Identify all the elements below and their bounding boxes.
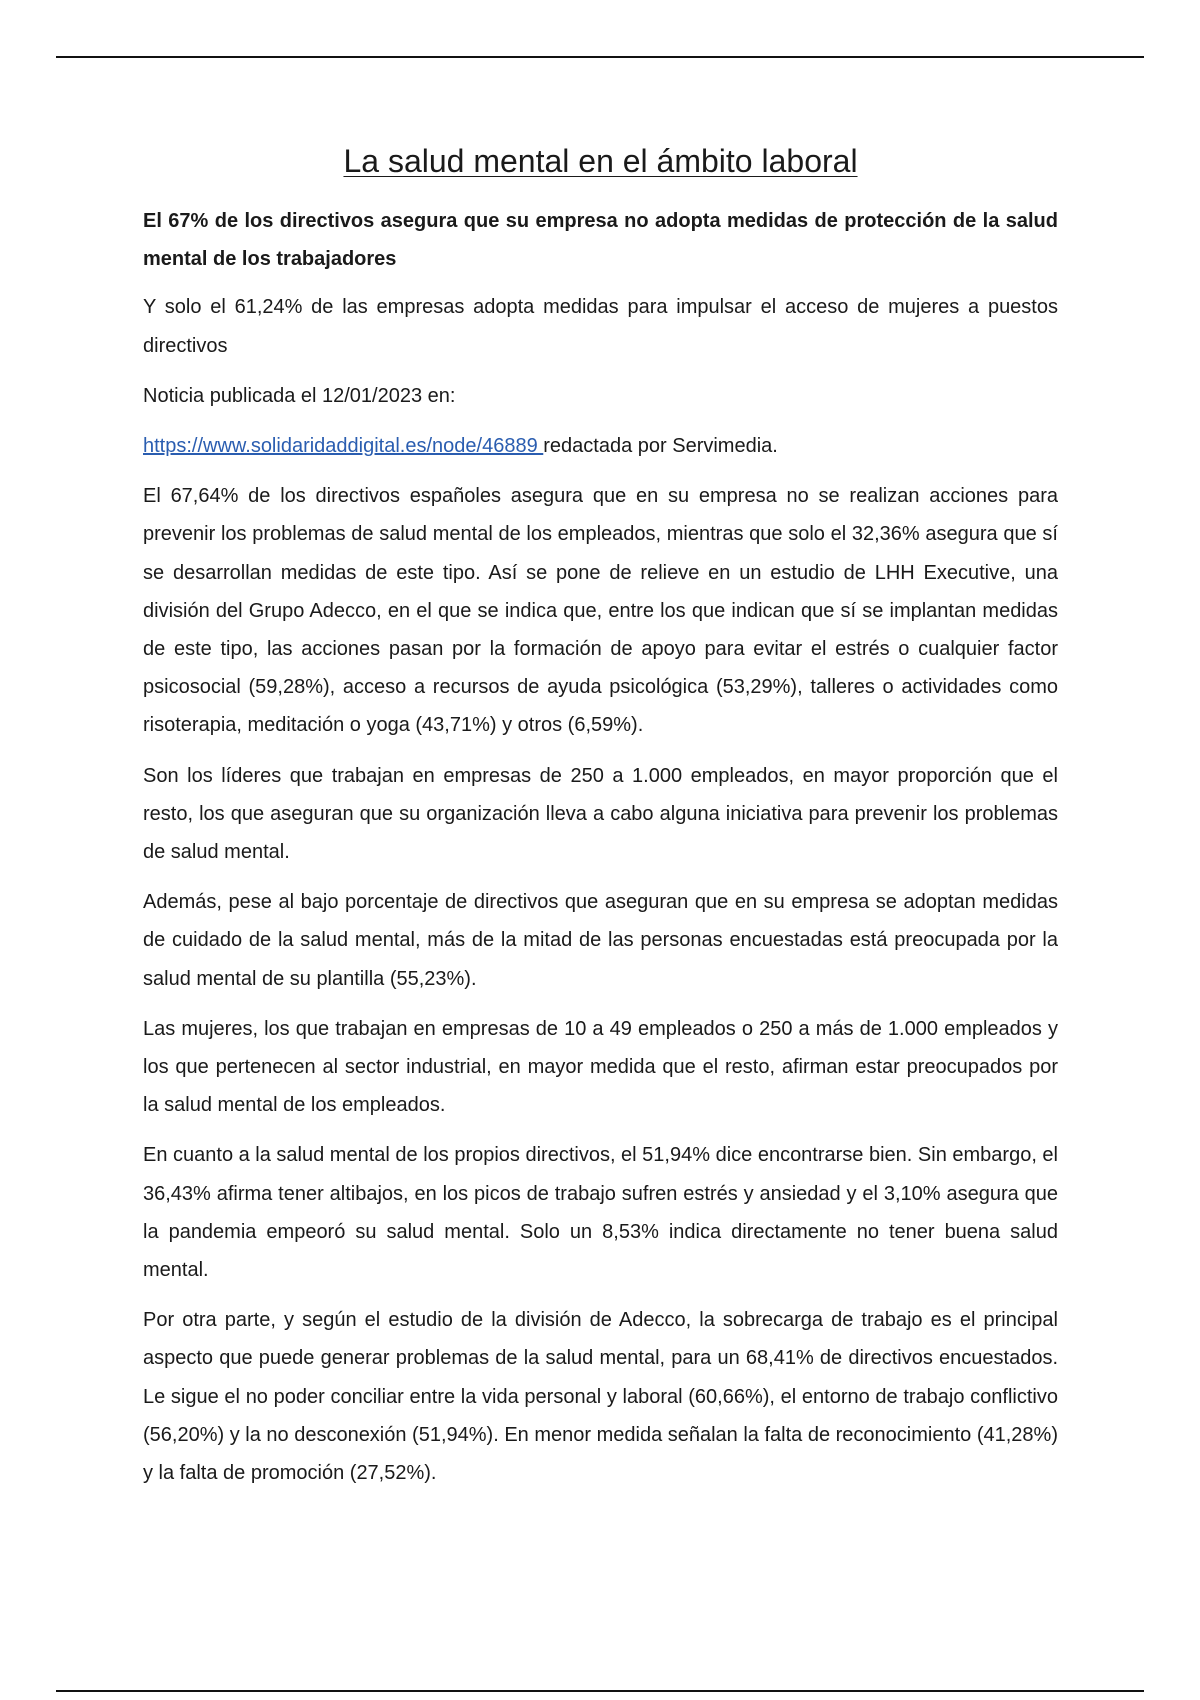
source-line: [143, 427, 1058, 465]
document-title: La salud mental en el ámbito laboral: [343, 143, 858, 179]
body-paragraph-6: Por otra parte, y según el estudio de la división de Adecco, la sobrecarga de trabajo es el principal aspecto que puede generar problemas de la salud mental, para un 68,41% de directivos encuestados. Le sigue el no poder conciliar entre la vida personal y laboral (60,66%), el entorno de trabajo conflictivo (56,20%) y la no desconexión (51,94%). En menor medida señalan la falta de reconocimiento (41,28%) y la falta de promoción (27,52%).: [143, 1309, 1058, 1485]
body-paragraph-5: En cuanto a la salud mental de los propios directivos, el 51,94% dice encontrarse bien. Sin embargo, el 36,43% afirma tener altibajos, en los picos de trabajo sufren estrés y ansiedad y el 3,10% asegura que la pandemia empeoró su salud mental. Solo un 8,53% indica directamente no tener buena salud mental.: [143, 1144, 1058, 1282]
body-paragraph-2: Son los líderes que trabajan en empresas de 250 a 1.000 empleados, en mayor proporción que el resto, los que aseguran que su organización lleva a cabo alguna iniciativa para prevenir los problemas de salud mental.: [143, 764, 1058, 864]
document-body: [143, 140, 1058, 1504]
footer-rule: [56, 1690, 1144, 1692]
lead-heading: El 67% de los directivos asegura que su empresa no adopta medidas de protección de la salud mental de los trabajadores: [143, 210, 1058, 271]
body-paragraph-4: Las mujeres, los que trabajan en empresas de 10 a 49 empleados o 250 a más de 1.000 empleados y los que pertenecen al sector industrial, en mayor medida que el resto, afirman estar preocupados por la salud mental de los empleados.: [143, 1017, 1058, 1117]
source-credit: redactada por Servimedia.: [543, 435, 778, 458]
published-note: Noticia publicada el 12/01/2023 en:: [143, 384, 456, 407]
body-paragraph-3: Además, pese al bajo porcentaje de directivos que aseguran que en su empresa se adoptan medidas de cuidado de la salud mental, más de la mitad de las personas encuestadas está preocupada por la salud mental de su plantilla (55,23%).: [143, 891, 1058, 990]
body-paragraph-1: El 67,64% de los directivos españoles asegura que en su empresa no se realizan acciones para prevenir los problemas de salud mental de los empleados, mientras que solo el 32,36% asegura que sí se desarrollan medidas de este tipo. Así se pone de relieve en un estudio de LHH Executive, una división del Grupo Adecco, en el que se indica que, entre los que indican que sí se implantan medidas de este tipo, las acciones pasan por la formación de apoyo para evitar el estrés o cualquier factor psicosocial (59,28%), acceso a recursos de ayuda psicológica (53,29%), talleres o actividades como risoterapia, meditación o yoga (43,71%) y otros (6,59%).: [143, 485, 1058, 737]
header-rule: [56, 56, 1144, 58]
subtitle: Y solo el 61,24% de las empresas adopta medidas para impulsar el acceso de mujeres a puestos directivos: [143, 296, 1058, 357]
source-link[interactable]: https://www.solidaridaddigital.es/node/46889: [143, 435, 544, 458]
